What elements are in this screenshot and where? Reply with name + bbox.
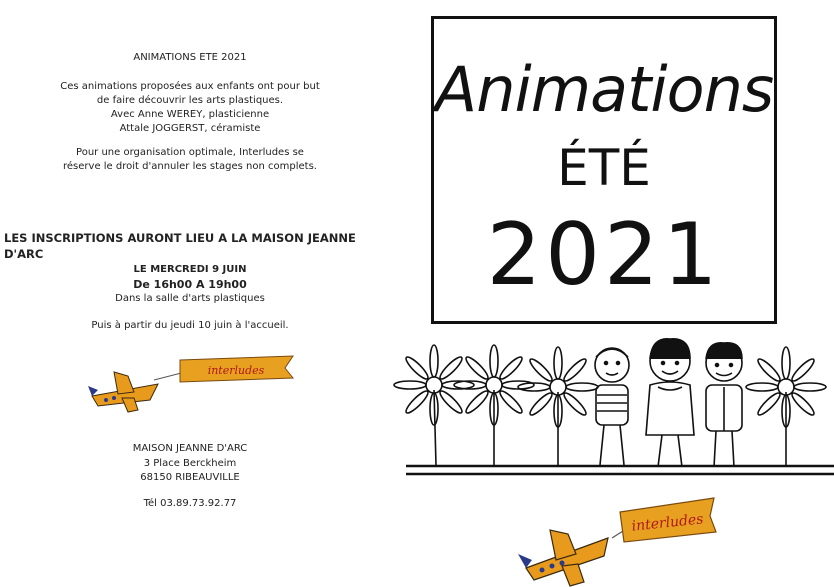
section-header: ANIMATIONS ETE 2021 xyxy=(133,52,247,63)
left-panel xyxy=(0,0,400,587)
daisy-icon xyxy=(746,347,826,465)
intro-line-3: Avec Anne WEREY, plasticienne xyxy=(110,109,270,120)
title-animations: Animations xyxy=(434,53,774,126)
banner-text-small: interludes xyxy=(207,364,265,377)
intro-line-1: Ces animations proposées aux enfants ont pour but xyxy=(60,81,320,92)
plane-banner-illustration-large xyxy=(516,494,721,587)
daisy-icon xyxy=(394,345,474,465)
after-line: Puis à partir du jeudi 10 juin à l'accueil. xyxy=(91,320,289,331)
banner-text-large: interludes xyxy=(630,511,705,535)
title-ete: ÉTÉ xyxy=(557,139,651,197)
intro-line-2: de faire découvrir les arts plastiques. xyxy=(96,95,284,106)
address-line-2: 3 Place Berckheim xyxy=(143,458,237,469)
title-frame xyxy=(431,16,777,324)
org-line-2: réserve le droit d'annuler les stages non complets. xyxy=(63,161,317,172)
address-line-1: MAISON JEANNE D'ARC xyxy=(132,443,248,454)
inscriptions-heading: LES INSCRIPTIONS AURONT LIEU A LA MAISON JEANNE D'ARC xyxy=(4,231,356,261)
child-figure-2 xyxy=(646,339,694,467)
phone-line: Tél 03.89.73.92.77 xyxy=(143,498,237,509)
flowers-children-illustration xyxy=(400,335,834,485)
intro-line-4: Attale JOGGERST, céramiste xyxy=(119,123,261,134)
daisy-icon xyxy=(518,347,598,465)
daisy-icon xyxy=(454,345,534,465)
plane-banner-illustration-small xyxy=(88,352,303,412)
room-line: Dans la salle d'arts plastiques xyxy=(115,293,265,304)
title-year: 2021 xyxy=(486,205,722,305)
address-line-3: 68150 RIBEAUVILLE xyxy=(140,472,240,483)
child-figure-1 xyxy=(595,348,629,465)
date-line: LE MERCREDI 9 JUIN xyxy=(133,264,247,275)
time-line: De 16h00 A 19h00 xyxy=(133,278,247,291)
org-line-1: Pour une organisation optimale, Interludes se xyxy=(76,147,304,158)
child-figure-3 xyxy=(706,343,742,467)
